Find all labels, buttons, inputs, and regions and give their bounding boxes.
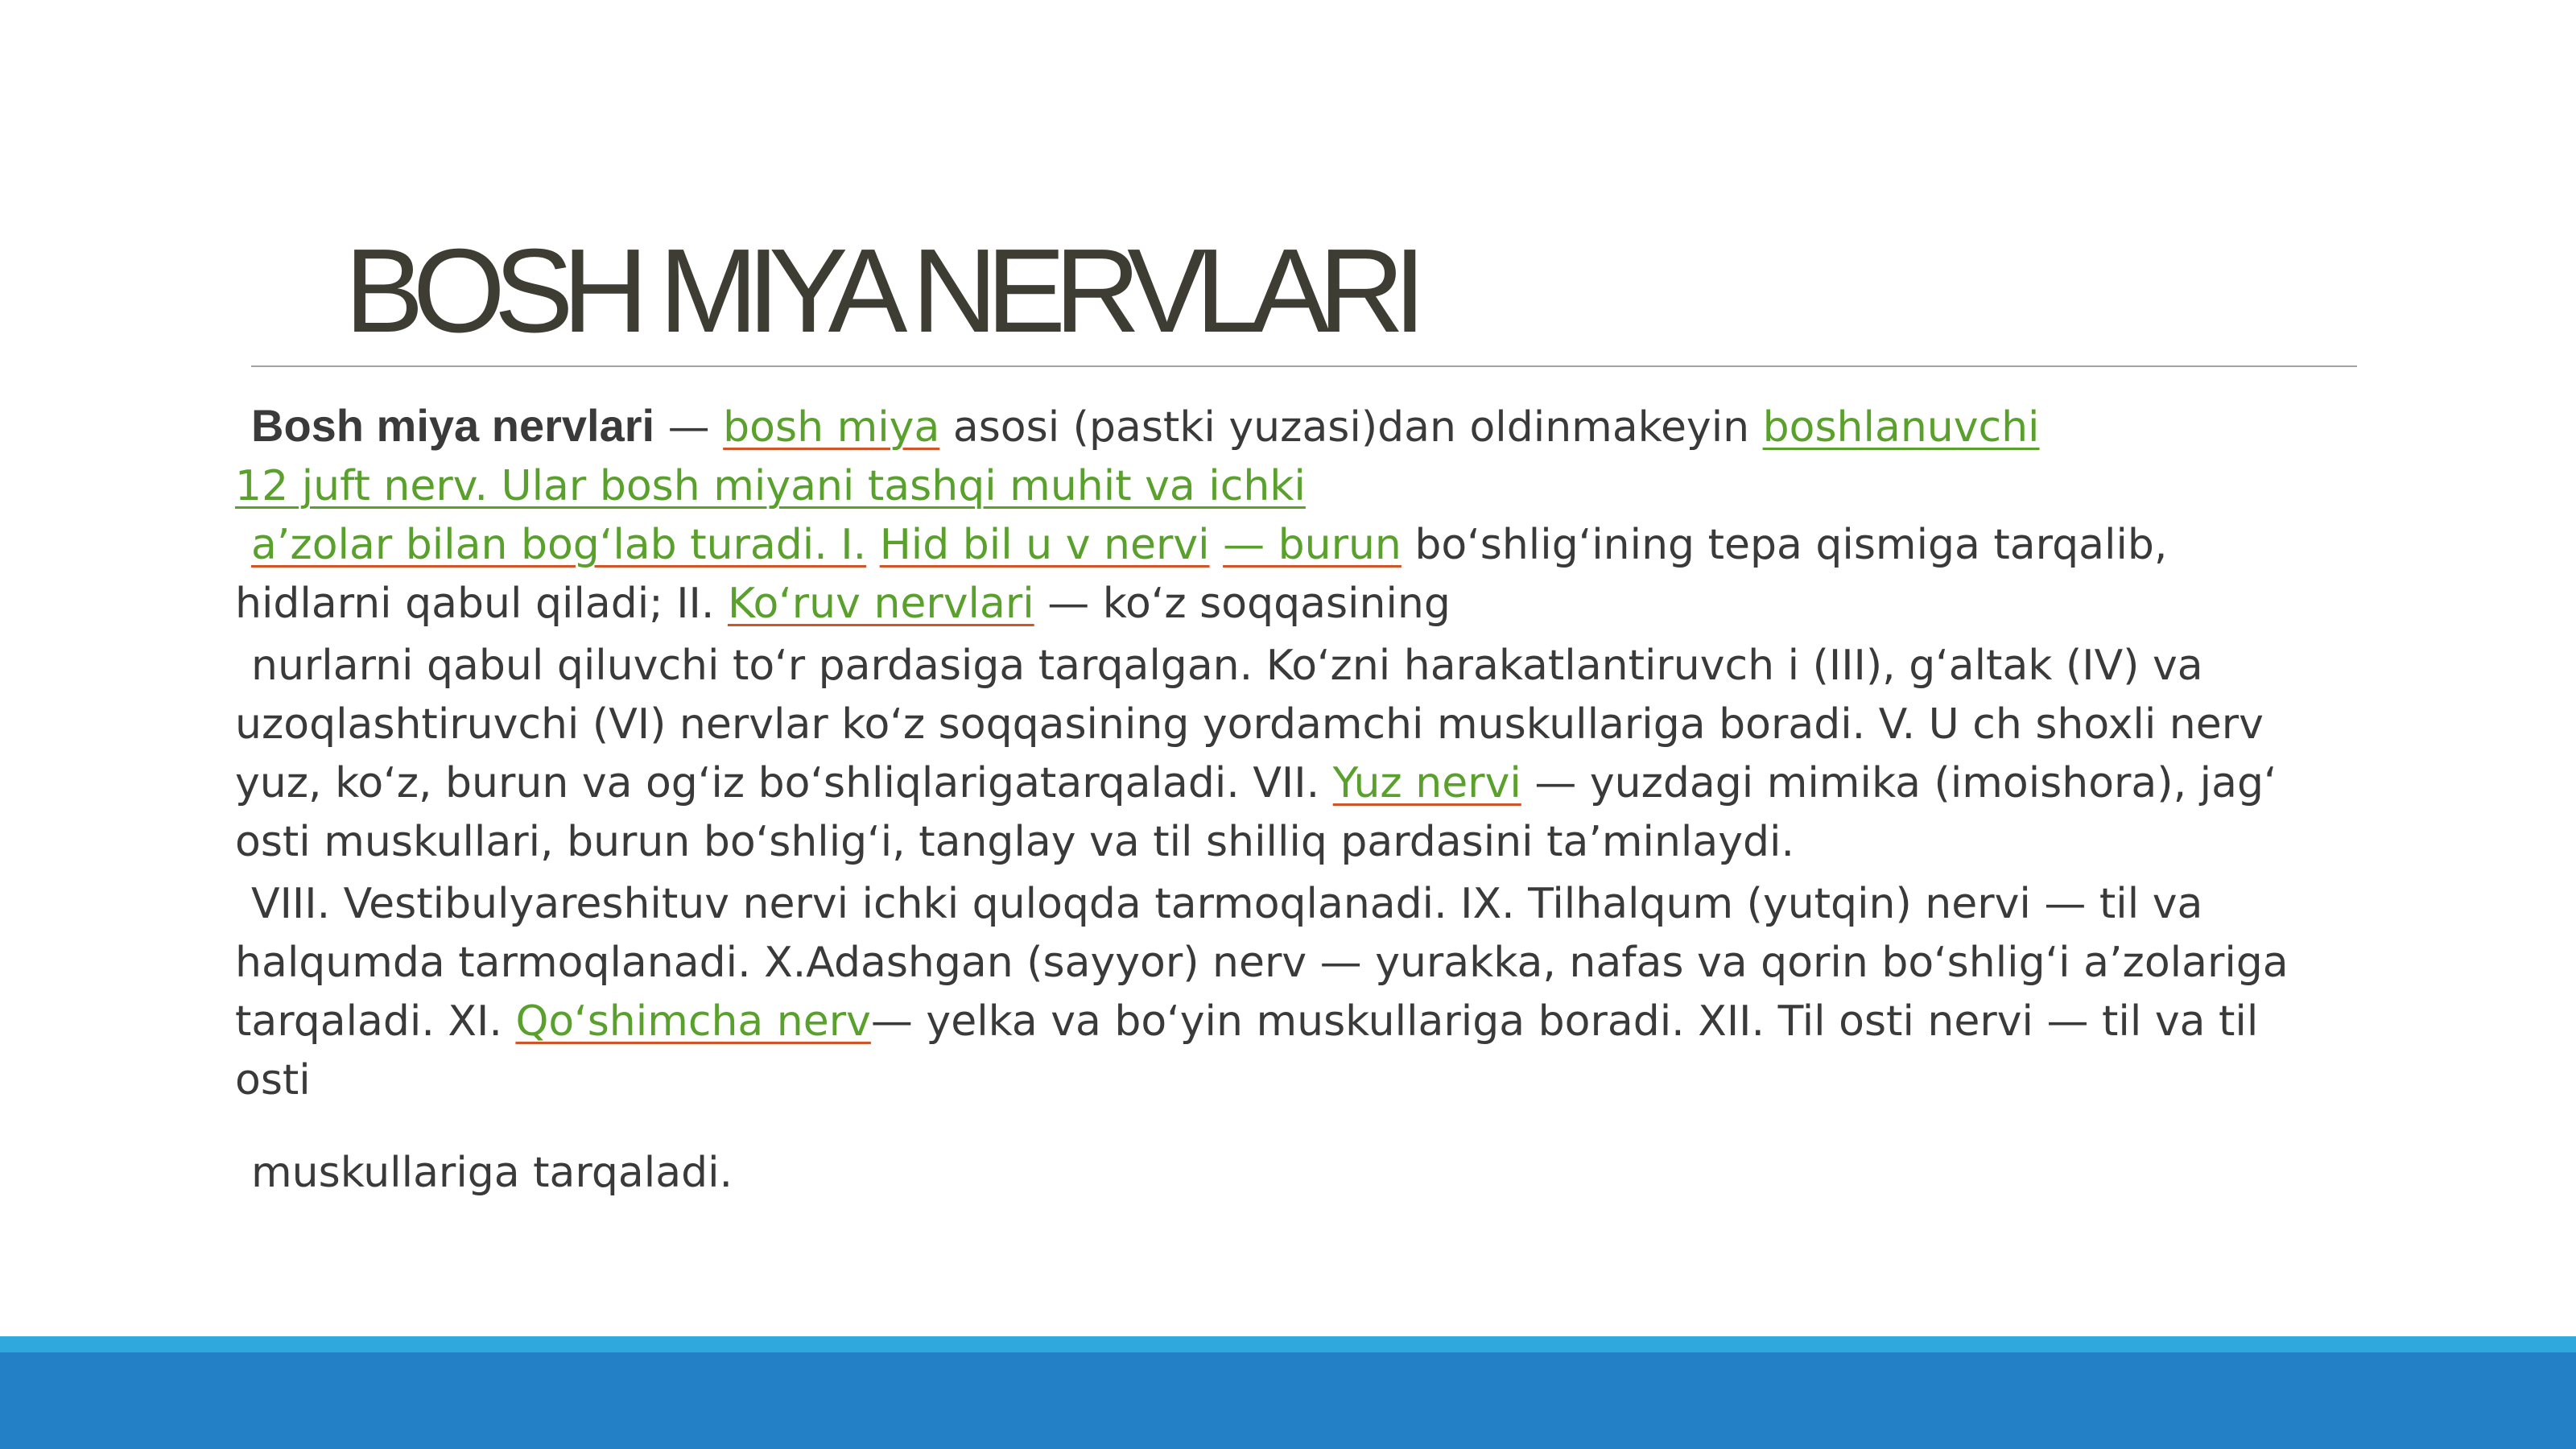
link-bosh-miya[interactable]: bosh miya xyxy=(723,403,940,452)
slide-title: BOSH MIYA NERVLARI xyxy=(345,225,1415,357)
title-divider xyxy=(251,365,2357,367)
text-line xyxy=(235,993,2360,1051)
footer-accent-bar xyxy=(0,1336,2576,1352)
text-line: uzoqlashtiruvchi (VI) nervlar ko‘z soqqasining yordamchi muskullariga boradi. V. U ch shoxli nerv xyxy=(235,700,2264,749)
paragraph-closing xyxy=(235,1144,2360,1203)
text-line xyxy=(235,396,2360,457)
footer-bar xyxy=(0,1352,2576,1449)
text-line xyxy=(235,516,2360,575)
text-span: — yelka va bo‘yin muskullariga boradi. XII. Til osti nervi — til va til xyxy=(870,997,2259,1046)
text-span: bo‘shlig‘ining tepa qismiga tarqalib, xyxy=(1401,521,2168,569)
text-span: hidlarni qabul qiladi; II. xyxy=(235,580,728,628)
term-bold: Bosh miya nervlari xyxy=(251,400,655,451)
text-span: tarqaladi. XI. xyxy=(235,997,516,1046)
link-burun[interactable]: — burun xyxy=(1223,521,1402,569)
text-line: osti muskullari, burun bo‘shlig‘i, tanglay va til shilliq pardasini ta’minlaydi. xyxy=(235,818,1794,866)
text-line: VIII. Vestibulyareshituv nervi ichki quloqda tarmoqlanadi. IX. Tilhalqum (yutqin) nervi — til va xyxy=(251,880,2203,928)
paragraph-vestibular xyxy=(235,875,2360,1110)
link-koruv-nervlari[interactable]: Ko‘ruv nervlari xyxy=(727,580,1034,628)
text-span: — yuzdagi mimika (imoishora), jag‘ xyxy=(1521,759,2277,807)
text-line xyxy=(235,754,2360,813)
text-line xyxy=(235,457,2360,516)
text-dash: — xyxy=(654,403,724,452)
link-yuz-nervi[interactable]: Yuz nervi xyxy=(1332,759,1521,807)
link-12-juft-nerv[interactable]: 12 juft nerv. Ular bosh miyani tashqi muhit va ichki xyxy=(235,462,1306,510)
paragraph-olfactory xyxy=(235,516,2360,634)
text-line: muskullariga tarqaladi. xyxy=(251,1149,733,1197)
paragraph-intro xyxy=(235,396,2360,516)
paragraph-optic xyxy=(235,637,2360,872)
text-line: osti xyxy=(235,1056,311,1104)
text-line: nurlarni qabul qiluvchi to‘r pardasiga tarqalgan. Ko‘zni harakatlantiruvch i (III), g‘altak (IV) va xyxy=(251,642,2203,690)
text-span: asosi (pastki yuzasi)dan oldinmakeyin xyxy=(939,403,1763,452)
text-line: halqumda tarmoqlanadi. X.Adashgan (sayyor) nerv — yurakka, nafas va qorin bo‘shlig‘i a’zolariga xyxy=(235,939,2289,987)
slide-body xyxy=(235,396,2360,1203)
text-line xyxy=(235,575,2360,634)
link-qoshimcha-nerv[interactable]: Qo‘shimcha nerv xyxy=(515,997,871,1046)
link-boshlanuvchi[interactable]: boshlanuvchi xyxy=(1762,403,2040,452)
text-span: — ko‘z soqqasining xyxy=(1034,580,1451,628)
link-azolar[interactable]: a’zolar bilan bog‘lab turadi. I. xyxy=(251,521,867,569)
text-span: yuz, ko‘z, burun va og‘iz bo‘shliqlarigatarqaladi. VII. xyxy=(235,759,1333,807)
link-hid-bilish-nervi[interactable]: Hid bil u v nervi xyxy=(879,521,1210,569)
